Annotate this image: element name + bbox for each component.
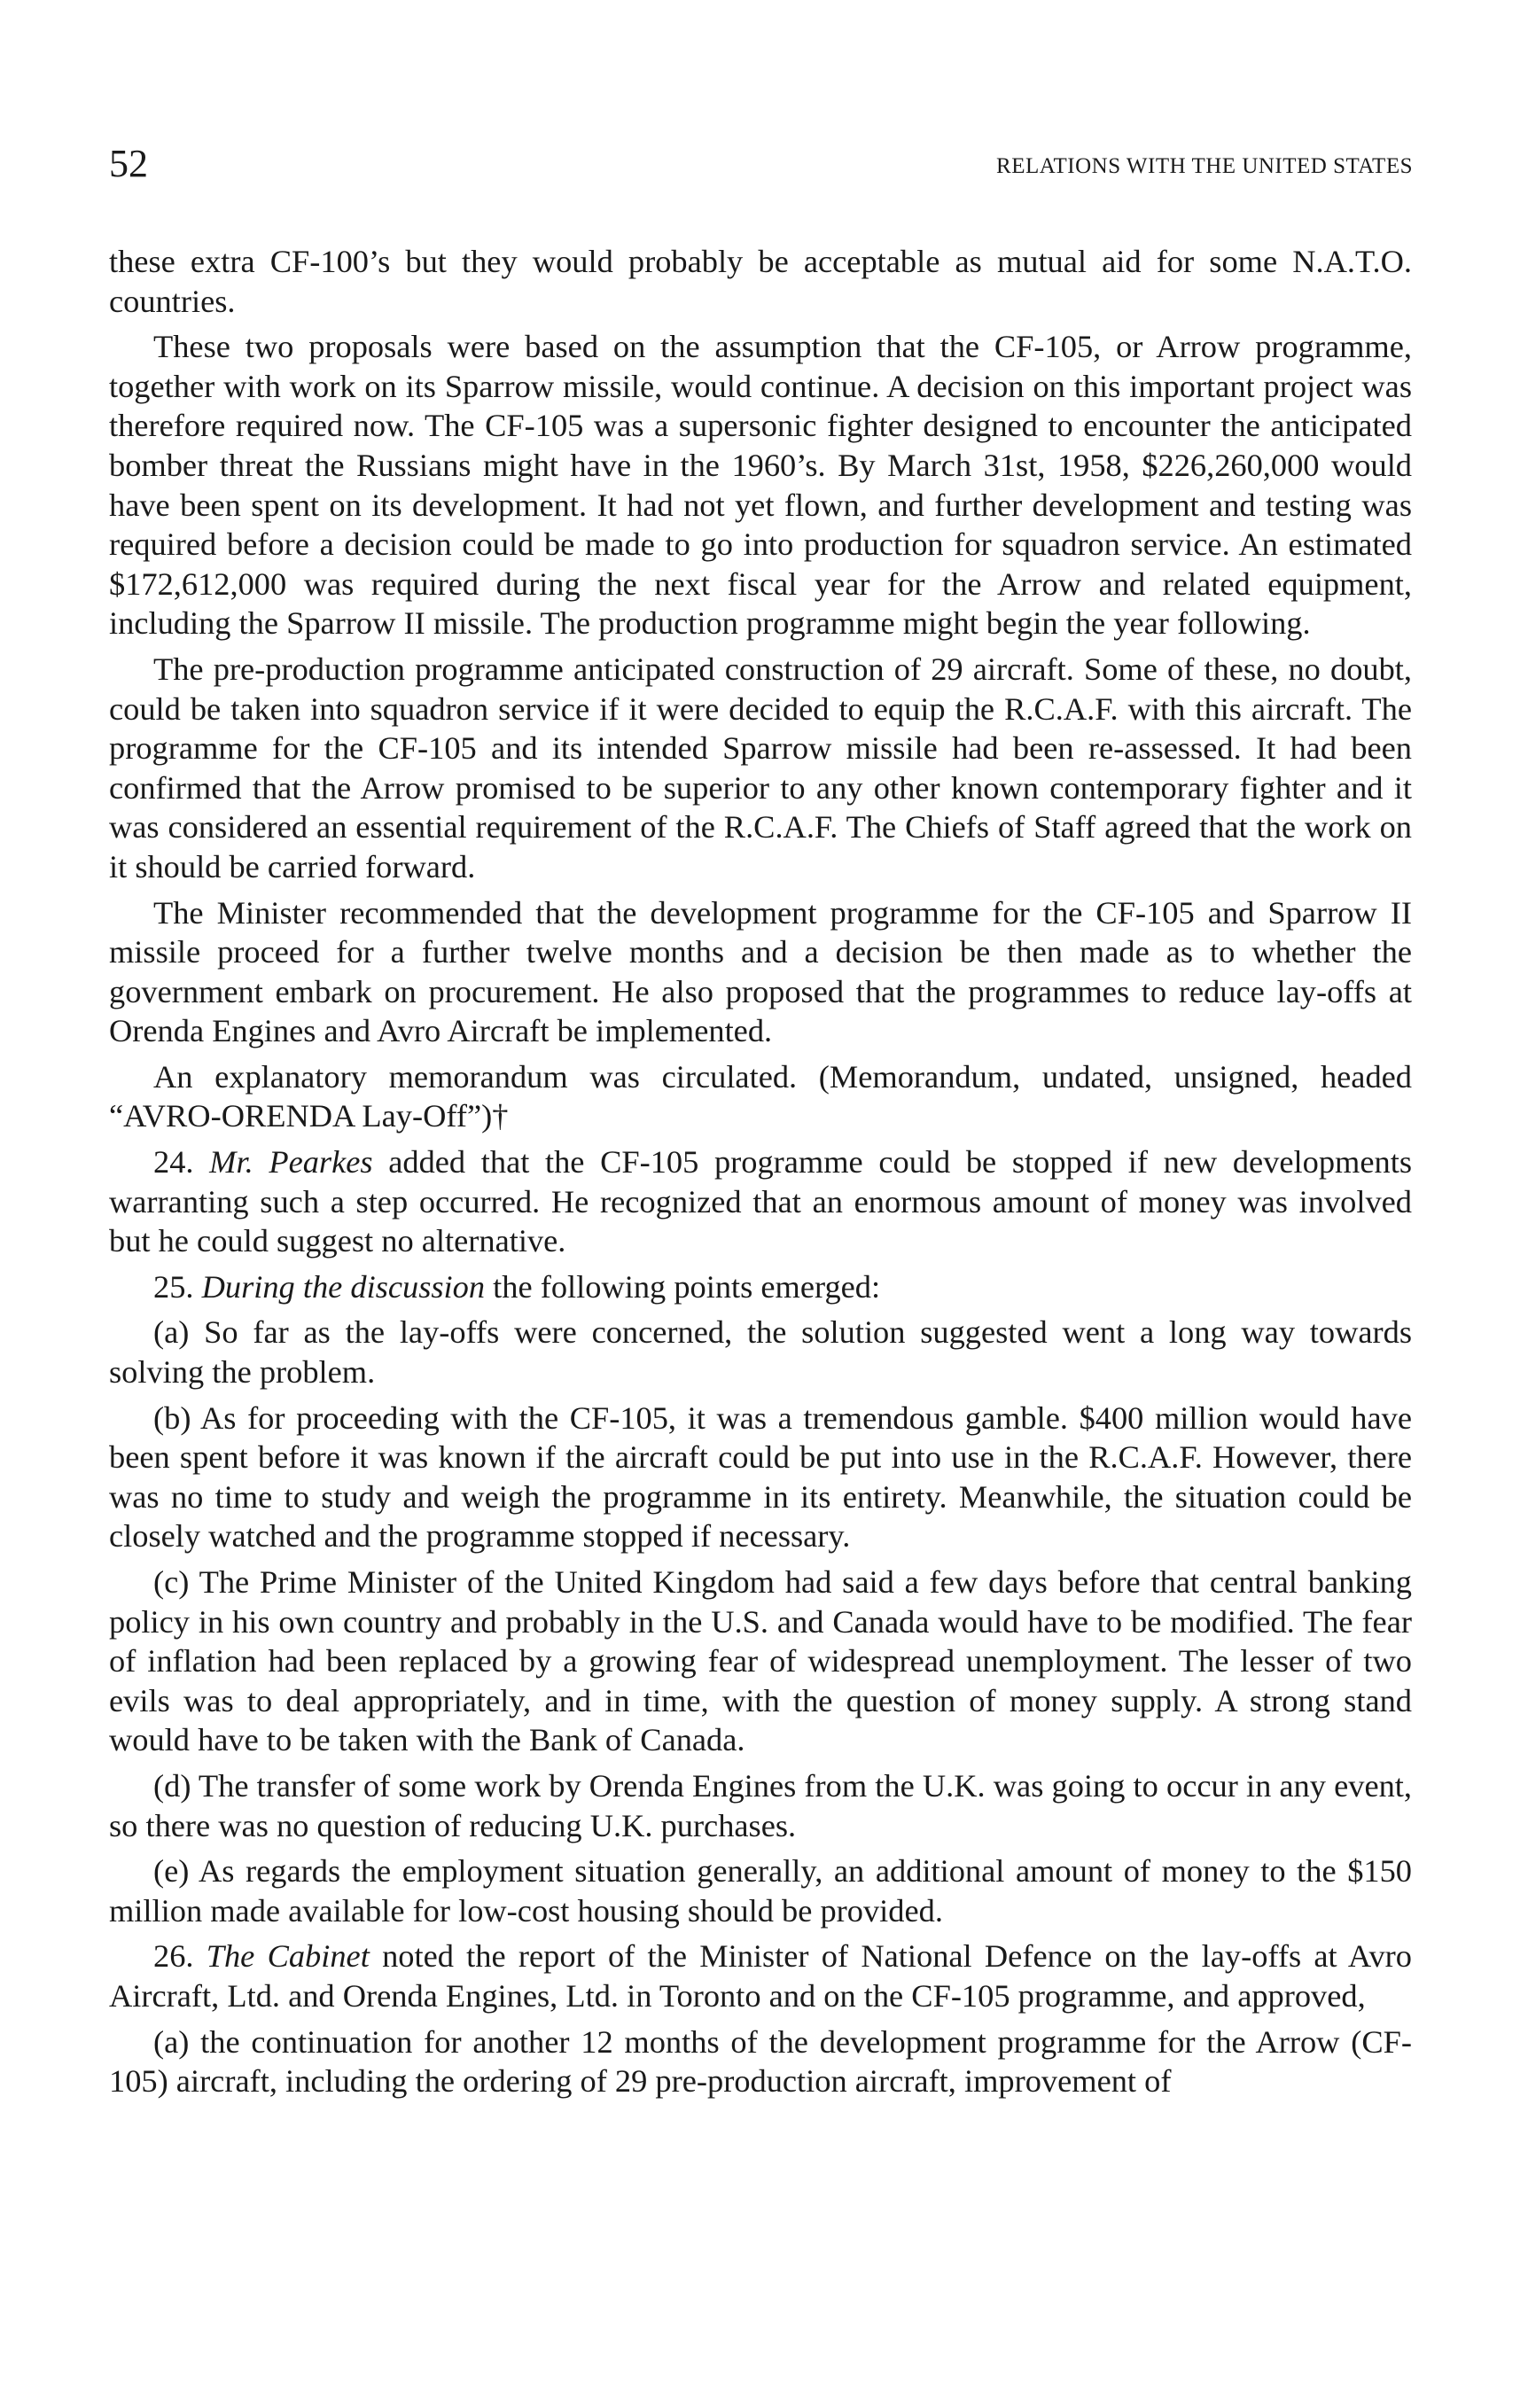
paragraph-number: 25. bbox=[153, 1268, 194, 1305]
cabinet-subject: The Cabinet bbox=[206, 1938, 370, 1975]
approval-a: (a) the continuation for another 12 months of the development programme for the Arrow (CF-105) aircraft, including the ordering of 29 pre-production aircraft, improvement of bbox=[109, 2023, 1412, 2100]
page-number: 52 bbox=[109, 142, 148, 185]
paragraph-26 bbox=[109, 1937, 1412, 2015]
discussion-lead: During the discussion bbox=[201, 1268, 486, 1305]
paragraph-number: 26. bbox=[153, 1938, 194, 1975]
paragraph-25 bbox=[109, 1267, 1412, 1307]
paragraph-text: the following points emerged: bbox=[493, 1268, 881, 1305]
point-e: (e) As regards the employment situation generally, an additional amount of money to the $150 million made available for low-cost housing should be provided. bbox=[109, 1853, 1412, 1929]
paragraph-minister-recommendation: The Minister recommended that the development programme for the CF-105 and Sparrow II missile proceed for a further twelve months and a decision be then made as to whether the government embark on procurement. He also proposed that the programmes to reduce lay-offs at Orenda Engines and Avro Aircraft be implemented. bbox=[109, 894, 1412, 1049]
page-header bbox=[109, 142, 1413, 195]
paragraph-text: noted the report of the Minister of National Defence on the lay-offs at Avro Aircraft, Ltd. and Orenda Engines, Ltd. in Toronto and on the CF-105 programme, and approved, bbox=[109, 1938, 1412, 2014]
point-a: (a) So far as the lay-offs were concerned, the solution suggested went a long way towards solving the problem. bbox=[109, 1314, 1412, 1391]
paragraph-pre-production: The pre-production programme anticipated construction of 29 aircraft. Some of these, no doubt, could be taken into squadron service if it were decided to equip the R.C.A.F. with this aircraft. The programme for the CF-105 and its intended Sparrow missile had been re-assessed. It had been confirmed that the Arrow promised to be superior to any other known contemporary fighter and it was considered an essential requirement of the R.C.A.F. The Chiefs of Staff agreed that the work on it should be carried forward. bbox=[109, 651, 1412, 884]
point-b: (b) As for proceeding with the CF-105, it was a tremendous gamble. $400 million would have been spent before it was known if the aircraft could be put into use in the R.C.A.F. However, there was no time to study and weigh the programme in its entirety. Meanwhile, the situation could be closely watched and the programme stopped if necessary. bbox=[109, 1399, 1412, 1555]
paragraph-arrow-proposals: These two proposals were based on the assumption that the CF-105, or Arrow programme, together with work on its Sparrow missile, would continue. A decision on this important project was therefore required now. The CF-105 was a supersonic fighter designed to encounter the anticipated bomber threat the Russians might have in the 1960’s. By March 31st, 1958, $226,260,000 would have been spent on its development. It had not yet flown, and further development and testing was required before a decision could be made to go into production for squadron service. An estimated $172,612,000 was required during the next fiscal year for the Arrow and related equipment, including the Sparrow II missile. The production programme might begin the year following. bbox=[109, 329, 1412, 642]
point-d: (d) The transfer of some work by Orenda Engines from the U.K. was going to occur in any event, so there was no question of reducing U.K. purchases. bbox=[109, 1767, 1412, 1843]
paragraph-text: added that the CF-105 programme could be stopped if new developments warranting such a step occurred. He recognized that an enormous amount of money was involved but he could suggest no alternative. bbox=[109, 1144, 1412, 1259]
paragraph-continuation: these extra CF-100’s but they would probably be acceptable as mutual aid for some N.A.T.O. countries. bbox=[109, 244, 1412, 319]
body-text bbox=[109, 242, 1412, 2101]
paragraph-24 bbox=[109, 1142, 1412, 1261]
running-head: RELATIONS WITH THE UNITED STATES bbox=[996, 154, 1413, 178]
paragraph-memorandum: An explanatory memorandum was circulated. (Memorandum, undated, unsigned, headed “AVRO-ORENDA Lay-Off”)† bbox=[109, 1058, 1412, 1134]
paragraph-number: 24. bbox=[153, 1144, 194, 1181]
point-c: (c) The Prime Minister of the United Kingdom had said a few days before that central banking policy in his own country and probably in the U.S. and Canada would have to be modified. The fear of inflation had been replaced by a growing fear of widespread unemployment. The lesser of two evils was to deal appropriately, and in time, with the question of money supply. A strong stand would have to be taken with the Bank of Canada. bbox=[109, 1564, 1412, 1758]
speaker-name: Mr. Pearkes bbox=[209, 1144, 373, 1181]
